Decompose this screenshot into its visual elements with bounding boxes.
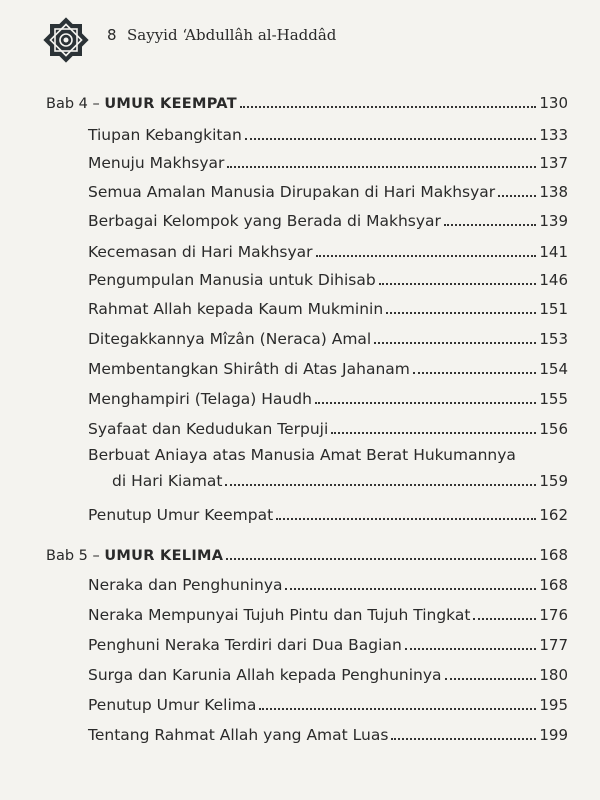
toc-entry-title: Pengumpulan Manusia untuk Dihisab (88, 271, 376, 289)
leader-dots (498, 195, 536, 197)
toc-page-number: 141 (539, 243, 568, 261)
toc-page-number: 162 (539, 506, 568, 524)
toc-page-number: 176 (539, 606, 568, 624)
toc-entry[interactable] (88, 720, 568, 744)
toc-page-number: 130 (539, 94, 568, 112)
toc-page-number: 133 (539, 126, 568, 144)
leader-dots (331, 432, 536, 434)
toc-entry-title: Kecemasan di Hari Makhsyar (88, 243, 313, 261)
toc-entry[interactable] (88, 120, 568, 144)
toc-entry[interactable] (88, 206, 568, 230)
toc-chapter-title (46, 548, 223, 564)
toc-chapter[interactable] (46, 88, 568, 112)
chapter-prefix: Bab 5 – (46, 548, 105, 564)
toc-entry-title: Rahmat Allah kepada Kaum Mukminin (88, 300, 384, 318)
toc-page-number: 177 (539, 636, 568, 654)
toc-entry-title: Tiupan Kebangkitan (88, 126, 242, 144)
toc-entry-title: Penutup Umur Keempat (88, 506, 274, 524)
toc-entry[interactable] (88, 414, 568, 438)
toc-page-number: 180 (539, 666, 568, 684)
toc-page-number: 155 (539, 390, 568, 408)
leader-dots (227, 166, 536, 168)
toc-entry-title: Tentang Rahmat Allah yang Amat Luas (88, 726, 389, 744)
toc-entry[interactable] (88, 148, 568, 172)
toc-entry[interactable] (88, 324, 568, 348)
leader-dots (413, 372, 536, 374)
toc-entry-title: Semua Amalan Manusia Dirupakan di Hari Makhsyar (88, 183, 496, 201)
leader-dots (285, 588, 536, 590)
toc-page-number: 154 (539, 360, 568, 378)
toc-page-number: 168 (539, 546, 568, 564)
toc-entry-title: Membentangkan Shirâth di Atas Jahanam (88, 360, 410, 378)
chapter-prefix: Bab 4 – (46, 96, 105, 112)
toc-entry-title: Penghuni Neraka Terdiri dari Dua Bagian (88, 636, 402, 654)
toc-entry[interactable] (88, 690, 568, 714)
toc-entry[interactable] (88, 294, 568, 318)
leader-dots (405, 648, 537, 650)
toc-entry-title: Neraka Mempunyai Tujuh Pintu dan Tujuh Tingkat (88, 606, 471, 624)
book-title: Sayyid ‘Abdullâh al-Haddâd (127, 26, 337, 44)
toc-entry[interactable] (88, 265, 568, 289)
leader-dots (245, 138, 537, 140)
page-number: 8 (107, 26, 117, 44)
toc-entry[interactable] (88, 446, 568, 500)
toc-entry[interactable] (88, 354, 568, 378)
toc-page-number: 159 (539, 472, 568, 490)
toc-page-number: 195 (539, 696, 568, 714)
toc-entry-title-line1: Berbuat Aniaya atas Manusia Amat Berat Hukumannya (88, 446, 516, 464)
leader-dots (473, 618, 536, 620)
chapter-name: UMUR KEEMPAT (104, 96, 237, 112)
leader-dots (316, 255, 537, 257)
toc-entry-title: Berbagai Kelompok yang Berada di Makhsyar (88, 212, 441, 230)
toc-page-number: 151 (539, 300, 568, 318)
toc-entry[interactable] (88, 177, 568, 201)
toc-chapter[interactable] (46, 540, 568, 564)
toc-page-number: 139 (539, 212, 568, 230)
toc-entry-title: Menuju Makhsyar (88, 154, 225, 172)
toc-page-number: 137 (539, 154, 568, 172)
toc-entry-title: Neraka dan Penghuninya (88, 576, 283, 594)
leader-dots (276, 518, 536, 520)
toc-entry[interactable] (88, 630, 568, 654)
toc-entry-title-line2: di Hari Kiamat (112, 472, 223, 490)
toc-page-number: 156 (539, 420, 568, 438)
toc-entry-title: Menghampiri (Telaga) Haudh (88, 390, 312, 408)
toc-entry[interactable] (88, 600, 568, 624)
leader-dots (391, 738, 536, 740)
toc-chapter-title (46, 96, 237, 112)
toc-page-number: 199 (539, 726, 568, 744)
leader-dots (386, 312, 536, 314)
leader-dots (445, 678, 537, 680)
leader-dots (379, 283, 537, 285)
leader-dots (226, 558, 536, 560)
leader-dots (444, 224, 536, 226)
leader-dots (225, 484, 536, 486)
toc-entry[interactable] (88, 660, 568, 684)
leader-dots (259, 708, 536, 710)
toc-entry-title: Ditegakkannya Mîzân (Neraca) Amal (88, 330, 372, 348)
toc-page-number: 153 (539, 330, 568, 348)
leader-dots (374, 342, 536, 344)
toc-entry-title: Syafaat dan Kedudukan Terpuji (88, 420, 329, 438)
toc-entry[interactable] (88, 500, 568, 524)
toc-entry[interactable] (88, 237, 568, 261)
toc-entry[interactable] (88, 384, 568, 408)
toc-page-number: 146 (539, 271, 568, 289)
toc-page-number: 138 (539, 183, 568, 201)
chapter-name: UMUR KELIMA (104, 548, 224, 564)
toc-entry-title: Penutup Umur Kelima (88, 696, 257, 714)
toc-entry-title: Surga dan Karunia Allah kepada Penghuninya (88, 666, 442, 684)
leader-dots (315, 402, 536, 404)
toc-page-number: 168 (539, 576, 568, 594)
toc-entry[interactable] (88, 570, 568, 594)
leader-dots (240, 106, 536, 108)
